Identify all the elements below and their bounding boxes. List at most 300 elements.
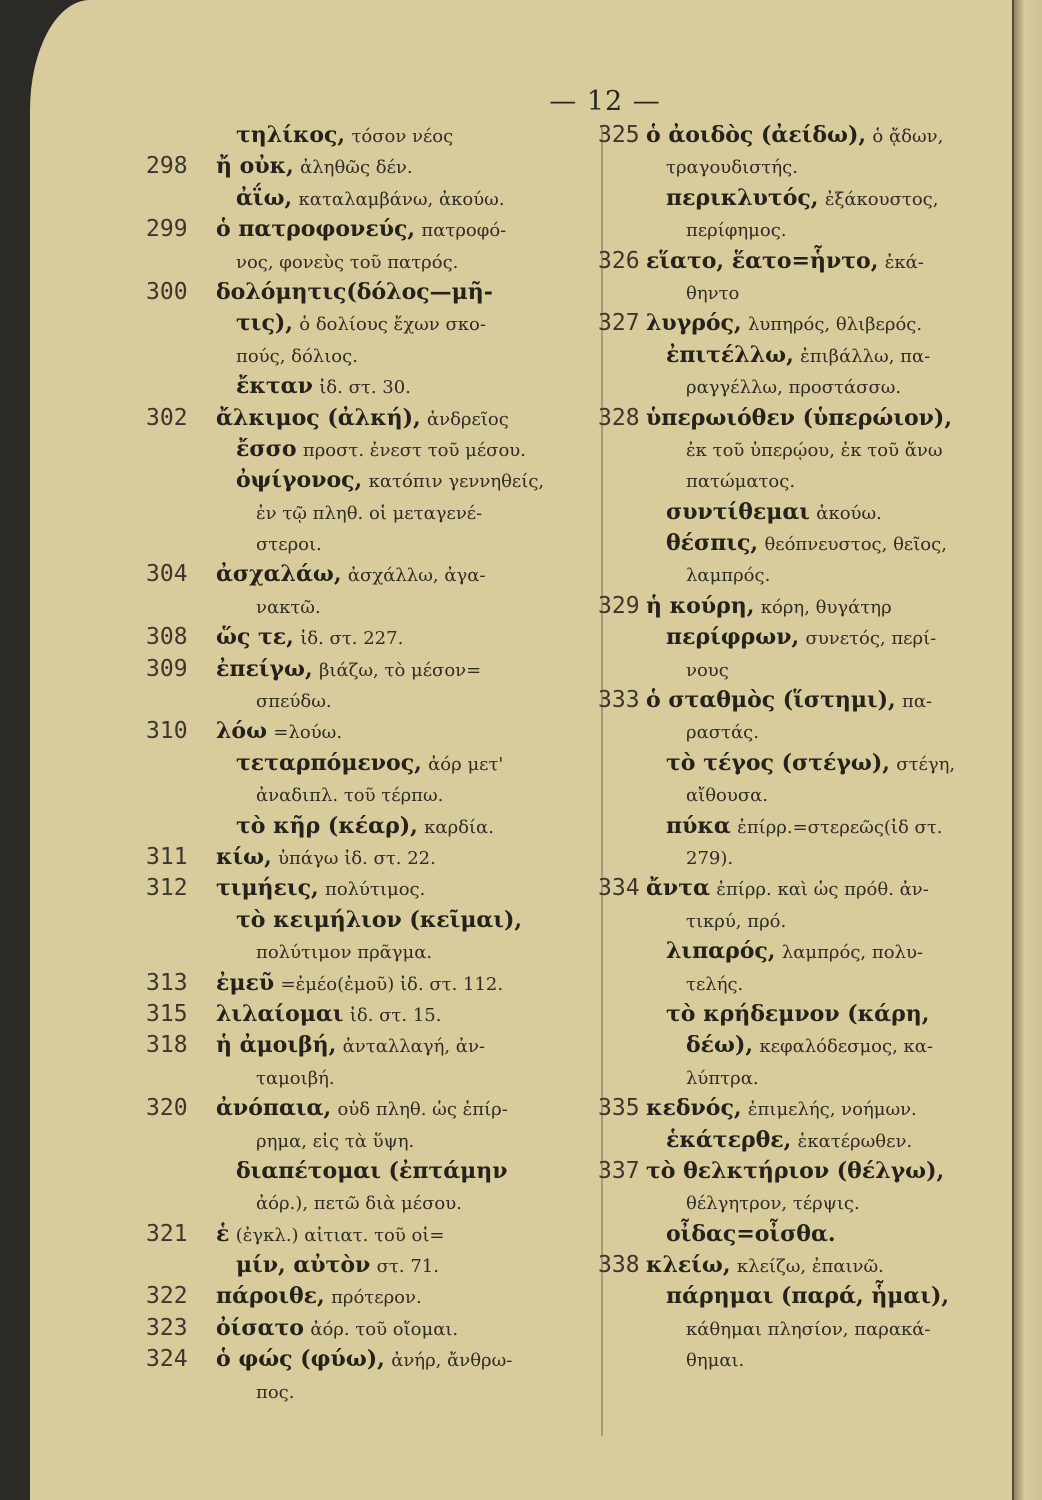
headword: τὸ τέγος (στέγω), <box>666 749 890 776</box>
headword: ἤ οὐκ, <box>216 153 294 180</box>
entry-line <box>148 342 588 373</box>
gloss: ἰδ. στ. 227. <box>300 628 404 650</box>
entry-line <box>578 1315 1018 1346</box>
gloss: αἴθουσα. <box>686 785 768 807</box>
entry-line <box>578 1158 1018 1189</box>
gloss: θέλγητρον, τέρψις. <box>686 1193 860 1215</box>
gloss: ἑκατέρωθεν. <box>797 1130 913 1152</box>
entry-line <box>148 907 588 938</box>
headword: περίφρων, <box>666 624 800 651</box>
entry-text <box>686 1346 744 1374</box>
gloss: κάθημαι πλησίον, παρακά- <box>686 1318 931 1340</box>
entry-line <box>148 153 588 184</box>
verse-number: 323 <box>146 1314 188 1341</box>
entry-line <box>578 1001 1018 1032</box>
entry-line <box>148 310 588 341</box>
entry-text <box>236 1252 439 1280</box>
gloss: =λούω. <box>273 722 343 744</box>
gloss: λύπτρα. <box>686 1067 759 1089</box>
gloss: ἀνταλλαγή, ἀν- <box>342 1036 485 1058</box>
gloss: συνετός, περί- <box>805 628 937 650</box>
gloss: ἀκούω. <box>816 502 882 524</box>
entry-line <box>578 656 1018 687</box>
entry-text <box>686 781 768 809</box>
headword: οἶδας=οἶσθα. <box>666 1220 836 1247</box>
headword: ἀσχαλάω, <box>216 561 342 588</box>
entry-text <box>236 813 494 841</box>
entry-line <box>578 1095 1018 1126</box>
entry-text <box>686 1189 860 1217</box>
entry-line <box>148 1189 588 1220</box>
verse-number: 311 <box>146 843 188 870</box>
verse-number: 325 <box>598 122 640 148</box>
headword: τηλίκος, <box>236 122 346 148</box>
entry-line <box>578 310 1018 341</box>
entry-text <box>686 844 733 872</box>
entry-line <box>148 561 588 592</box>
entry-line <box>578 970 1018 1001</box>
gloss: πολύτιμον πρᾶγμα. <box>256 942 433 964</box>
entry-line <box>578 687 1018 718</box>
gloss: προστ. ἐνεστ τοῦ μέσου. <box>302 439 526 461</box>
entry-text <box>256 1189 462 1217</box>
gloss: βιάζω, τὸ μέσον= <box>319 659 482 681</box>
entry-line <box>148 1001 588 1032</box>
gloss: ἀνήρ, ἄνθρω- <box>391 1350 513 1372</box>
gloss: ἐπίρρ.=στερεῶς(ἰδ στ. <box>737 816 943 838</box>
verse-number: 337 <box>598 1157 640 1184</box>
headword: τὸ κρήδεμνον (κάρη, <box>666 1000 930 1027</box>
entry-text <box>686 907 786 935</box>
entry-text <box>686 279 739 307</box>
entry-text <box>666 499 882 527</box>
entry-line <box>148 1095 588 1126</box>
gloss: θεόπνευστος, θεῖος, <box>764 534 947 556</box>
headword: θέσπις, <box>666 530 759 557</box>
entry-line <box>578 342 1018 373</box>
gloss: =ἐμέο(ἐμοῦ) ἰδ. στ. 112. <box>280 973 504 995</box>
entry-line <box>148 467 588 498</box>
gloss: λαμπρός. <box>686 565 771 587</box>
verse-number: 302 <box>146 404 188 431</box>
headword: τις), <box>236 310 293 337</box>
gloss: νους <box>686 659 729 681</box>
gloss: πούς, δόλιος. <box>236 345 358 367</box>
gloss: τικρύ, πρό. <box>686 910 787 932</box>
entry-line <box>578 1189 1018 1220</box>
entry-text <box>646 310 922 338</box>
gloss: περίφημος. <box>686 220 787 242</box>
headword: τεταρπόμενος, <box>236 749 422 776</box>
verse-number: 320 <box>146 1095 188 1122</box>
entry-line <box>148 844 588 875</box>
gloss: ἀόρ. τοῦ οἴομαι. <box>310 1318 459 1340</box>
entry-text <box>236 907 522 933</box>
gloss: στεροι. <box>256 534 322 556</box>
gloss: θηντο <box>686 282 740 304</box>
entry-text <box>236 1158 508 1184</box>
verse-number: 327 <box>598 310 640 337</box>
gloss: ὁ δολίους ἔχων σκο- <box>299 314 486 336</box>
headword: ὀίσατο <box>216 1314 304 1341</box>
entry-text <box>256 499 482 527</box>
entry-text <box>646 248 924 276</box>
gloss: ἐκά- <box>884 251 924 273</box>
entry-line <box>578 1346 1018 1377</box>
headword: τὸ κειμήλιον (κεῖμαι), <box>236 906 523 933</box>
headword: ἐμεῦ <box>216 969 275 996</box>
entry-text <box>216 1283 422 1311</box>
verse-number: 298 <box>146 153 188 180</box>
headword: κλείω, <box>646 1252 731 1279</box>
headword: πύκα <box>666 812 731 839</box>
entry-line <box>578 1064 1018 1095</box>
gloss: ὁ ᾄδων, <box>872 126 944 147</box>
entry-text <box>666 1221 836 1247</box>
headword: λιλαίομαι <box>216 1000 344 1027</box>
gloss: τόσον νέος <box>351 126 454 147</box>
entry-line <box>578 279 1018 310</box>
headword: ἐπείγω, <box>216 655 313 682</box>
headword: κίω, <box>216 843 272 870</box>
gloss: (ἐγκλ.) αἰτιατ. τοῦ οἱ= <box>235 1224 445 1246</box>
headword: δολόμητις(δόλος—μῆ- <box>216 278 493 305</box>
gloss: 279). <box>686 847 734 869</box>
entry-line <box>148 373 588 404</box>
gloss: ἀληθῶς δέν. <box>300 157 413 179</box>
entry-text <box>236 185 505 213</box>
verse-number: 334 <box>598 875 640 902</box>
entry-line <box>148 1346 588 1377</box>
gloss: στέγη, <box>896 753 956 775</box>
gloss: ἰδ. στ. 30. <box>319 377 411 399</box>
entry-line <box>148 1158 588 1189</box>
verse-number: 335 <box>598 1095 640 1122</box>
entry-text <box>666 1283 949 1309</box>
entry-line <box>578 907 1018 938</box>
entry-line <box>578 499 1018 530</box>
entry-text <box>256 1378 294 1406</box>
entry-text <box>216 1001 441 1029</box>
gloss: ραστάς. <box>686 722 759 744</box>
entry-text <box>646 405 952 431</box>
entry-text <box>666 342 930 370</box>
entry-text <box>666 624 936 652</box>
gloss: ταμοιβή. <box>256 1067 335 1089</box>
entry-line <box>578 436 1018 467</box>
entry-text <box>236 750 503 778</box>
entry-text <box>216 1346 512 1374</box>
entry-text <box>646 687 932 715</box>
verse-number: 322 <box>146 1283 188 1310</box>
entry-text <box>666 530 947 558</box>
gloss: ρημα, εἰς τὰ ὕψη. <box>256 1130 415 1152</box>
entry-text <box>236 467 544 495</box>
verse-number: 310 <box>146 718 188 745</box>
entry-line <box>148 1283 588 1314</box>
entry-line <box>148 718 588 749</box>
entry-line <box>148 1315 588 1346</box>
entry-text <box>666 153 798 181</box>
entry-text <box>686 216 787 244</box>
entry-text <box>236 248 458 276</box>
gloss: καρδία. <box>424 816 494 838</box>
gloss: πατροφό- <box>421 220 507 242</box>
headword: ἄλκιμος (ἀλκή), <box>216 404 421 431</box>
verse-number: 333 <box>598 687 640 714</box>
entry-line <box>148 279 588 310</box>
entry-text <box>666 1127 912 1155</box>
verse-number: 312 <box>146 875 188 902</box>
entry-line <box>148 593 588 624</box>
book-page <box>30 0 1020 1500</box>
entry-line <box>578 185 1018 216</box>
headword: πάρημαι (παρά, ἧμαι), <box>666 1283 950 1310</box>
gloss: κλείζω, ἐπαινῶ. <box>736 1256 884 1278</box>
entry-text <box>236 122 453 150</box>
entry-line <box>148 530 588 561</box>
headword: δέω), <box>686 1032 754 1059</box>
verse-number: 329 <box>598 592 640 619</box>
headword: διαπέτομαι (ἐπτάμην <box>236 1157 508 1184</box>
gloss: ἀόρ.), πετῶ διὰ μέσου. <box>256 1193 462 1215</box>
verse-number: 318 <box>146 1032 188 1059</box>
entry-text <box>236 436 526 464</box>
adjacent-page-edge <box>1012 0 1042 1500</box>
gloss: ὑπάγω ἰδ. στ. 22. <box>278 847 436 869</box>
entry-text <box>216 1095 508 1123</box>
headword: λυγρός, <box>646 310 742 337</box>
entry-text <box>666 938 923 966</box>
headword: ἐπιτέλλω, <box>666 341 794 368</box>
entry-line <box>578 530 1018 561</box>
entry-line <box>148 970 588 1001</box>
entry-text <box>216 1315 458 1343</box>
entry-text <box>256 1064 335 1092</box>
entry-line <box>148 216 588 247</box>
verse-number: 299 <box>146 216 188 243</box>
entry-text <box>216 153 413 181</box>
headword: ἡ ἀμοιβή, <box>216 1032 337 1059</box>
entry-line <box>578 1032 1018 1063</box>
verse-number: 304 <box>146 561 188 588</box>
entry-text <box>646 1252 884 1280</box>
entry-text <box>686 467 795 495</box>
entry-line <box>148 1032 588 1063</box>
entry-line <box>148 1127 588 1158</box>
entry-line <box>148 185 588 216</box>
entry-line <box>578 561 1018 592</box>
headword: τὸ θελκτήριον (θέλγω), <box>646 1157 945 1184</box>
entry-text <box>236 342 358 370</box>
headword: ἡ κούρη, <box>646 592 755 619</box>
entry-line <box>578 405 1018 436</box>
entry-text <box>216 405 509 433</box>
entry-text <box>686 1032 933 1060</box>
verse-number: 309 <box>146 655 188 682</box>
headword: ἄντα <box>646 875 710 902</box>
gloss: ἐν τῷ πληθ. οἱ μεταγενέ- <box>256 502 483 524</box>
entry-line <box>578 122 1018 153</box>
entry-text <box>686 561 770 589</box>
verse-number: 328 <box>598 404 640 431</box>
gloss: πρότερον. <box>331 1287 422 1309</box>
entry-line <box>148 248 588 279</box>
entry-text <box>256 781 443 809</box>
entry-line <box>578 938 1018 969</box>
entry-text <box>216 1032 485 1060</box>
entry-line <box>578 813 1018 844</box>
gloss: ἐπιμελής, νοήμων. <box>747 1099 917 1121</box>
headword: ὁ φώς (φύω), <box>216 1346 385 1373</box>
gloss: θημαι. <box>686 1350 745 1372</box>
entry-line <box>148 938 588 969</box>
headword: τὸ κῆρ (κέαρ), <box>236 812 418 839</box>
gloss: κεφαλόδεσμος, κα- <box>759 1036 934 1058</box>
entry-text <box>646 1158 944 1184</box>
gloss: ἐπίρρ. καὶ ὡς πρόθ. ἀν- <box>716 879 929 901</box>
entry-text <box>646 593 892 621</box>
entry-text <box>646 122 943 150</box>
headword: πάροιθε, <box>216 1283 325 1310</box>
entry-text <box>216 875 425 903</box>
headword: ὑπερωιόθεν (ὑπερώιον), <box>646 404 952 431</box>
entry-text <box>686 1064 759 1092</box>
entry-text <box>686 718 759 746</box>
entry-text <box>686 656 729 684</box>
headword: ὥς τε, <box>216 624 294 651</box>
entry-line <box>148 499 588 530</box>
headword: περικλυτός, <box>666 184 819 211</box>
entry-text <box>666 750 955 778</box>
entry-line <box>578 781 1018 812</box>
entry-line <box>148 624 588 655</box>
entry-text <box>256 938 432 966</box>
headword: ἑ <box>216 1220 230 1247</box>
entry-line <box>148 875 588 906</box>
headword: εἵατο, ἕατο=ἧντο, <box>646 247 879 274</box>
entry-text <box>646 1095 917 1123</box>
entry-line <box>578 875 1018 906</box>
entry-line <box>578 844 1018 875</box>
entry-text <box>666 185 938 213</box>
gloss: ἀναδιπλ. τοῦ τέρπω. <box>256 785 444 807</box>
entry-line <box>148 1378 588 1409</box>
entry-line <box>578 1127 1018 1158</box>
entry-line <box>148 1064 588 1095</box>
gloss: οὐδ πληθ. ὡς ἐπίρ- <box>337 1099 508 1121</box>
headword: ἔκταν <box>236 373 313 400</box>
headword: λόω <box>216 718 268 745</box>
entry-text <box>216 718 342 746</box>
gloss: νακτῶ. <box>256 596 321 618</box>
entry-text <box>236 373 411 401</box>
gloss: πατώματος. <box>686 471 796 493</box>
entry-line <box>148 122 588 153</box>
gloss: νος, φονεὺς τοῦ πατρός. <box>236 251 459 273</box>
headword: ἔσσο <box>236 435 297 462</box>
entry-line <box>148 1252 588 1283</box>
gloss: ἐξάκουστος, <box>824 188 939 210</box>
entry-line <box>148 405 588 436</box>
entry-text <box>216 656 481 684</box>
entry-line <box>578 467 1018 498</box>
gloss: τραγουδιστής. <box>666 157 798 179</box>
gloss: πα- <box>902 691 933 713</box>
verse-number: 326 <box>598 247 640 274</box>
gloss: πολύτιμος. <box>324 879 426 901</box>
entry-line <box>148 750 588 781</box>
headword: ἑκάτερθε, <box>666 1126 792 1153</box>
entry-text <box>216 970 503 998</box>
left-column <box>148 122 588 1409</box>
gloss: πος. <box>256 1381 295 1403</box>
headword: ὁ ἀοιδὸς (ἀείδω), <box>646 122 867 148</box>
gloss: ἐκ τοῦ ὑπερῴου, ἐκ τοῦ ἄνω <box>686 439 943 461</box>
entry-text <box>216 216 506 244</box>
gloss: ἀσχάλλω, ἀγα- <box>347 565 486 587</box>
headword: κεδνός, <box>646 1095 742 1122</box>
headword: συντίθεμαι <box>666 498 810 525</box>
entry-line <box>148 781 588 812</box>
entry-line <box>148 687 588 718</box>
entry-text <box>256 593 321 621</box>
entry-line <box>578 248 1018 279</box>
headword: τιμήεις, <box>216 875 319 902</box>
entry-text <box>686 373 901 401</box>
entry-line <box>148 813 588 844</box>
verse-number: 338 <box>598 1252 640 1279</box>
verse-number: 324 <box>146 1346 188 1373</box>
entry-line <box>148 656 588 687</box>
headword: ἀΐω, <box>236 184 293 211</box>
entry-text <box>216 624 403 652</box>
gloss: κόρη, θυγάτηρ <box>760 596 892 618</box>
entry-text <box>686 970 743 998</box>
verse-number: 313 <box>146 969 188 996</box>
entry-text <box>216 279 493 305</box>
entry-line <box>148 1221 588 1252</box>
headword: ὀψίγονος, <box>236 467 363 494</box>
headword: λιπαρός, <box>666 938 776 965</box>
entry-line <box>148 436 588 467</box>
entry-line <box>578 216 1018 247</box>
gloss: ἀνδρεῖος <box>427 408 509 430</box>
entry-text <box>666 1001 929 1027</box>
gloss: στ. 71. <box>376 1256 439 1278</box>
gloss: λαμπρός, πολυ- <box>781 942 923 964</box>
headword: μίν, αὐτὸν <box>236 1252 371 1279</box>
entry-text <box>216 844 436 872</box>
gloss: ἐπιβάλλω, πα- <box>800 345 931 367</box>
entry-text <box>686 436 943 464</box>
verse-number: 300 <box>146 278 188 305</box>
gloss: λυπηρός, θλιβερός. <box>747 314 923 336</box>
entry-text <box>646 875 929 903</box>
entry-text <box>216 561 485 589</box>
page-number: — 12 — <box>549 86 661 117</box>
gloss: ἀόρ μετ' <box>428 753 504 775</box>
gloss: καταλαμβάνω, ἀκούω. <box>298 188 505 210</box>
entry-line <box>578 624 1018 655</box>
verse-number: 321 <box>146 1220 188 1247</box>
right-column <box>578 122 1018 1378</box>
verse-number: 315 <box>146 1000 188 1027</box>
entry-text <box>666 813 943 841</box>
headword: ὁ σταθμὸς (ἵστημι), <box>646 687 896 714</box>
gloss: ραγγέλλω, προστάσσω. <box>686 377 902 399</box>
entry-text <box>236 310 486 338</box>
